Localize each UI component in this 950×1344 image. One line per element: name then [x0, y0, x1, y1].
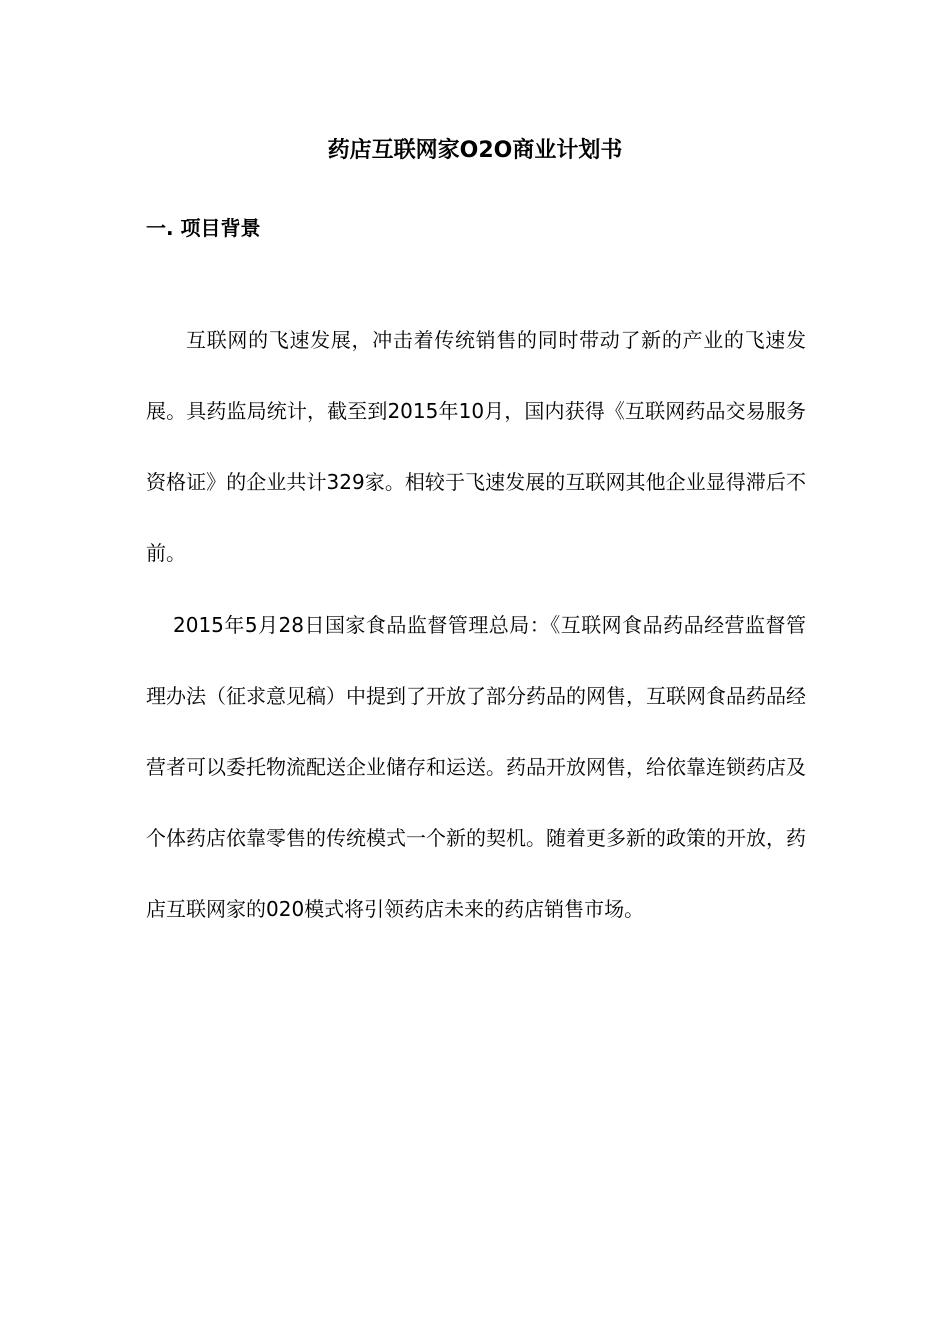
body-paragraph: 互联网的飞速发展，冲击着传统销售的同时带动了新的产业的飞速发展。具药监局统计，截至到2015年10月，国内获得《互联网药品交易服务资格证》的企业共计329家。相较于飞速发展的互联网其他企业显得滞后不前。: [146, 328, 806, 565]
body-paragraph: 2015年5月28日国家食品监督管理总局：《互联网食品药品经营监督管理办法（征求意见稿）中提到了开放了部分药品的网售，互联网食品药品经营者可以委托物流配送企业储存和运送。药品开放网售，给依靠连锁药店及个体药店依靠零售的传统模式一个新的契机。随着更多新的政策的开放，药店互联网家的020模式将引领药店未来的药店销售市场。: [146, 613, 806, 921]
section-heading: 一. 项目背景: [146, 216, 261, 240]
document-title: 药店互联网家O2O商业计划书: [327, 138, 623, 163]
